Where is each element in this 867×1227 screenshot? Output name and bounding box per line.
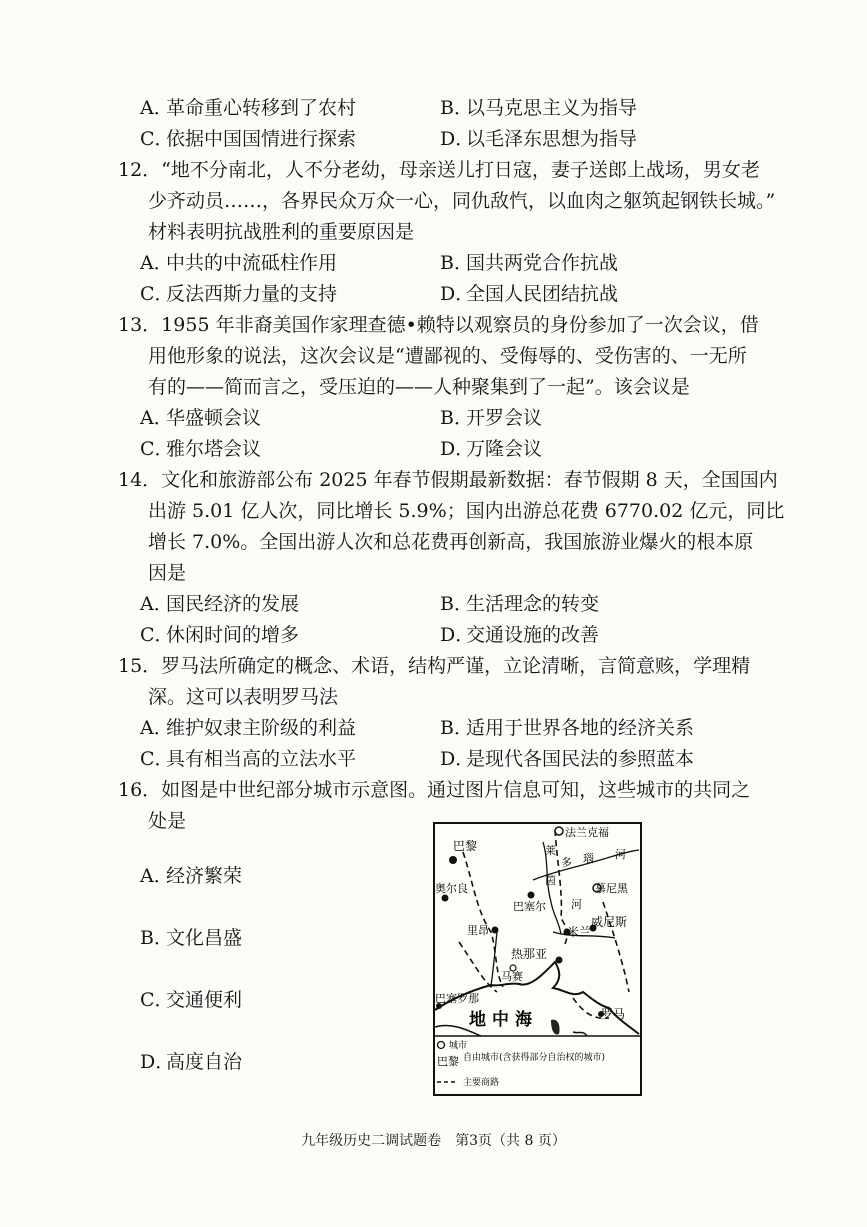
q13-option-a: A．华盛顿会议	[140, 407, 262, 429]
legend-free-city-sample: 巴黎	[437, 1055, 459, 1068]
q14-option-a: A．国民经济的发展	[140, 593, 300, 615]
city-label-frankfurt: 法兰克福	[565, 826, 609, 839]
page-footer: 九年级历史二调试题卷 第3页（共 8 页）	[301, 1133, 566, 1149]
q12-option-a: A．中共的中流砥柱作用	[140, 252, 338, 274]
sea-label-mediterranean: 地中海	[469, 1010, 538, 1030]
city-label-barcelona: 巴塞罗那	[435, 992, 479, 1005]
q11-option-b: B．以马克思主义为指导	[440, 97, 638, 119]
q13-option-d: D．万隆会议	[440, 438, 543, 460]
city-label-paris: 巴黎	[453, 839, 478, 853]
city-marker-lyon	[492, 927, 499, 934]
city-label-munich: 慕尼黑	[595, 882, 628, 895]
legend-route-label: 主要商路	[463, 1078, 500, 1088]
q12-stem-line-1: 12．“地不分南北，人不分老幼，母亲送儿打日寇，妻子送郎上战场，男女老	[118, 159, 760, 181]
city-label-venice: 威尼斯	[591, 915, 628, 929]
river-label-rhine-2: 茵	[545, 874, 556, 887]
river-label-po: 河	[571, 898, 582, 911]
q16-option-a: A．经济繁荣	[140, 865, 243, 887]
q12-option-d: D．全国人民团结抗战	[440, 283, 619, 305]
q12-option-c: C．反法西斯力量的支持	[140, 283, 338, 305]
q15-option-b: B．适用于世界各地的经济关系	[440, 717, 695, 739]
q11-option-c: C．依据中国国情进行探索	[140, 128, 357, 150]
q12-stem-line-2: 少齐动员……，各界民众万众一心，同仇敌忾，以血肉之躯筑起钢铁长城。”	[148, 190, 776, 212]
city-label-marseille: 马赛	[501, 970, 523, 983]
q12-option-b: B．国共两党合作抗战	[440, 252, 619, 274]
q15-option-d: D．是现代各国民法的参照蓝本	[440, 748, 695, 770]
q11-option-a: A．革命重心转移到了农村	[140, 97, 357, 119]
city-marker-orleans	[442, 895, 449, 902]
q16-option-c: C．交通便利	[140, 989, 243, 1011]
river-label-danube-2: 瑙	[583, 852, 594, 865]
q12-stem-line-3: 材料表明抗战胜利的重要原因是	[148, 221, 415, 243]
q13-option-c: C．雅尔塔会议	[140, 438, 262, 460]
q15-stem-line-2: 深。这可以表明罗马法	[148, 686, 339, 708]
q13-stem-line-2: 用他形象的说法，这次会议是“遭鄙视的、受侮辱的、受伤害的、一无所	[148, 345, 747, 367]
q14-option-d: D．交通设施的改善	[440, 624, 600, 646]
q11-option-d: D．以毛泽东思想为指导	[440, 128, 638, 150]
q16-stem-line-1: 16．如图是中世纪部分城市示意图。通过图片信息可知，这些城市的共同之	[118, 779, 751, 801]
q15-option-c: C．具有相当高的立法水平	[140, 748, 357, 770]
q14-option-b: B．生活理念的转变	[440, 593, 600, 615]
q14-option-c: C．休闲时间的增多	[140, 624, 300, 646]
q16-option-b: B．文化昌盛	[140, 927, 243, 949]
q14-stem-line-3: 增长 7.0%。全国出游人次和总花费再创新高，我国旅游业爆火的根本原	[148, 531, 754, 553]
q16-stem-line-2: 处是	[148, 810, 187, 832]
q14-stem-line-1: 14．文化和旅游部公布 2025 年春节假期最新数据：春节假期 8 天，全国国内	[118, 469, 778, 491]
legend-city-symbol	[438, 1042, 445, 1049]
city-marker-frankfurt	[555, 827, 563, 835]
river-label-danube-3: 河	[615, 848, 626, 861]
city-label-lyon: 里昂	[467, 924, 489, 937]
q13-stem-line-1: 13．1955 年非裔美国作家理查德•赖特以观察员的身份参加了一次会议，借	[118, 314, 759, 336]
city-label-basel: 巴塞尔	[513, 900, 546, 913]
city-label-genoa: 热那亚	[511, 947, 548, 961]
city-label-orleans: 奥尔良	[435, 882, 468, 895]
river-label-danube-1: 多	[561, 856, 572, 869]
q13-stem-line-3: 有的——简而言之，受压迫的——人种聚集到了一起”。该会议是	[148, 376, 690, 398]
q14-stem-line-4: 因是	[148, 562, 187, 584]
q13-option-b: B．开罗会议	[440, 407, 543, 429]
q15-stem-line-1: 15．罗马法所确定的概念、术语，结构严谨，立论清晰，言简意赅，学理精	[118, 655, 751, 677]
medieval-cities-map	[433, 822, 642, 1096]
q14-stem-line-2: 出游 5.01 亿人次，同比增长 5.9%；国内出游总花费 6770.02 亿元，同比	[148, 500, 785, 522]
city-marker-paris	[449, 856, 457, 864]
legend-city-label: 城市	[449, 1041, 468, 1051]
city-marker-basel	[528, 892, 535, 899]
q15-option-a: A．维护奴隶主阶级的利益	[140, 717, 357, 739]
city-label-milan: 米兰	[567, 925, 592, 939]
city-label-rome: 罗马	[601, 1007, 626, 1021]
legend-free-city-label: 自由城市(含获得部分自治权的城市)	[463, 1053, 606, 1063]
river-label-rhine: 莱	[545, 844, 556, 857]
q16-option-d: D．高度自治	[140, 1051, 243, 1073]
city-marker-genoa	[556, 957, 563, 964]
